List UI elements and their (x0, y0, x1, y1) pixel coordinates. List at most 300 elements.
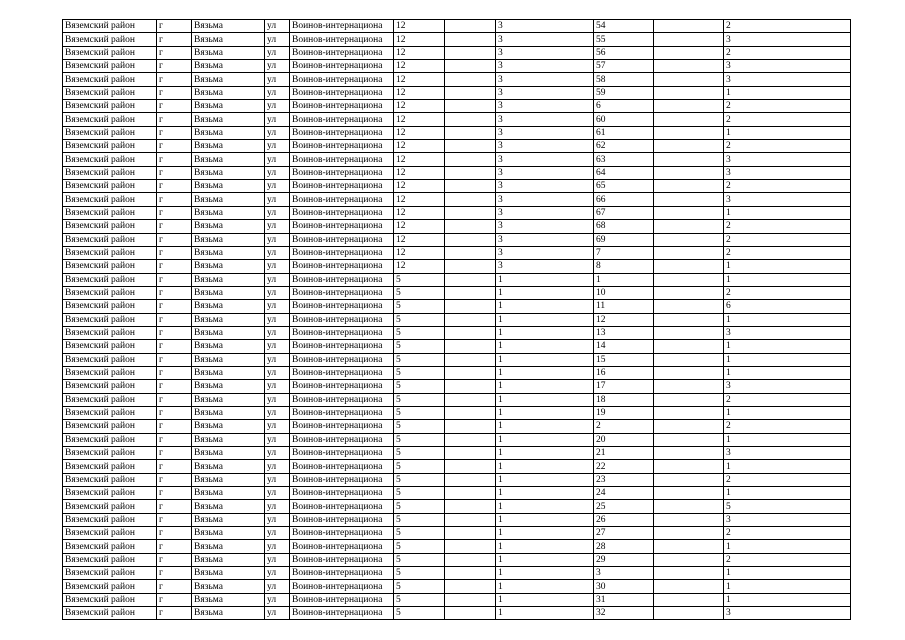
cell-street[interactable]: Воинов-интернациона (290, 406, 394, 419)
cell-rooms[interactable]: 1 (724, 366, 851, 379)
cell-apartment[interactable]: 28 (594, 540, 654, 553)
cell-locality-type[interactable]: г (157, 260, 192, 273)
cell-district[interactable]: Вяземский район (63, 460, 157, 473)
cell-section[interactable]: 1 (496, 460, 594, 473)
cell-building[interactable] (445, 86, 496, 99)
cell-locality[interactable]: Вязьма (192, 206, 265, 219)
cell-locality-type[interactable]: г (157, 380, 192, 393)
cell-district[interactable]: Вяземский район (63, 166, 157, 179)
cell-house[interactable]: 5 (394, 420, 445, 433)
cell-locality[interactable]: Вязьма (192, 460, 265, 473)
cell-locality-type[interactable]: г (157, 513, 192, 526)
cell-locality-type[interactable]: г (157, 447, 192, 460)
cell-locality-type[interactable]: г (157, 473, 192, 486)
cell-district[interactable]: Вяземский район (63, 580, 157, 593)
cell-section[interactable]: 1 (496, 393, 594, 406)
cell-district[interactable]: Вяземский район (63, 487, 157, 500)
cell-rooms[interactable]: 2 (724, 113, 851, 126)
cell-street-type[interactable]: ул (265, 593, 290, 606)
cell-street[interactable]: Воинов-интернациона (290, 246, 394, 259)
cell-section[interactable]: 1 (496, 326, 594, 339)
cell-apartment[interactable]: 13 (594, 326, 654, 339)
cell-locality-type[interactable]: г (157, 326, 192, 339)
cell-street-type[interactable]: ул (265, 487, 290, 500)
cell-section[interactable]: 1 (496, 286, 594, 299)
cell-district[interactable]: Вяземский район (63, 100, 157, 113)
cell-section[interactable]: 1 (496, 273, 594, 286)
cell-district[interactable]: Вяземский район (63, 73, 157, 86)
cell-extra[interactable] (654, 353, 724, 366)
cell-rooms[interactable]: 2 (724, 20, 851, 33)
cell-extra[interactable] (654, 340, 724, 353)
cell-house[interactable]: 12 (394, 60, 445, 73)
cell-house[interactable]: 12 (394, 153, 445, 166)
cell-apartment[interactable]: 60 (594, 113, 654, 126)
cell-street[interactable]: Воинов-интернациона (290, 487, 394, 500)
cell-street[interactable]: Воинов-интернациона (290, 140, 394, 153)
cell-building[interactable] (445, 553, 496, 566)
cell-district[interactable]: Вяземский район (63, 86, 157, 99)
cell-street-type[interactable]: ул (265, 193, 290, 206)
cell-street[interactable]: Воинов-интернациона (290, 206, 394, 219)
cell-extra[interactable] (654, 500, 724, 513)
cell-rooms[interactable]: 1 (724, 580, 851, 593)
cell-locality-type[interactable]: г (157, 220, 192, 233)
cell-street[interactable]: Воинов-интернациона (290, 326, 394, 339)
cell-locality[interactable]: Вязьма (192, 20, 265, 33)
cell-apartment[interactable]: 29 (594, 553, 654, 566)
cell-rooms[interactable]: 2 (724, 527, 851, 540)
cell-street[interactable]: Воинов-интернациона (290, 193, 394, 206)
cell-apartment[interactable]: 27 (594, 527, 654, 540)
cell-locality[interactable]: Вязьма (192, 567, 265, 580)
cell-street-type[interactable]: ул (265, 33, 290, 46)
cell-street-type[interactable]: ул (265, 527, 290, 540)
cell-locality[interactable]: Вязьма (192, 260, 265, 273)
cell-locality-type[interactable]: г (157, 580, 192, 593)
cell-street-type[interactable]: ул (265, 580, 290, 593)
cell-district[interactable]: Вяземский район (63, 366, 157, 379)
cell-section[interactable]: 3 (496, 33, 594, 46)
cell-locality[interactable]: Вязьма (192, 233, 265, 246)
cell-house[interactable]: 12 (394, 86, 445, 99)
cell-building[interactable] (445, 580, 496, 593)
cell-apartment[interactable]: 55 (594, 33, 654, 46)
cell-rooms[interactable]: 3 (724, 193, 851, 206)
cell-section[interactable]: 1 (496, 487, 594, 500)
cell-rooms[interactable]: 2 (724, 100, 851, 113)
cell-house[interactable]: 5 (394, 513, 445, 526)
cell-section[interactable]: 1 (496, 433, 594, 446)
cell-street[interactable]: Воинов-интернациона (290, 60, 394, 73)
cell-apartment[interactable]: 24 (594, 487, 654, 500)
cell-street-type[interactable]: ул (265, 313, 290, 326)
cell-building[interactable] (445, 300, 496, 313)
cell-locality-type[interactable]: г (157, 140, 192, 153)
cell-street[interactable]: Воинов-интернациона (290, 500, 394, 513)
cell-rooms[interactable]: 1 (724, 406, 851, 419)
cell-building[interactable] (445, 487, 496, 500)
cell-section[interactable]: 3 (496, 100, 594, 113)
cell-building[interactable] (445, 73, 496, 86)
cell-house[interactable]: 12 (394, 246, 445, 259)
cell-house[interactable]: 12 (394, 126, 445, 139)
cell-locality-type[interactable]: г (157, 340, 192, 353)
cell-section[interactable]: 3 (496, 260, 594, 273)
cell-building[interactable] (445, 140, 496, 153)
cell-street[interactable]: Воинов-интернациона (290, 513, 394, 526)
cell-apartment[interactable]: 19 (594, 406, 654, 419)
cell-street[interactable]: Воинов-интернациона (290, 567, 394, 580)
cell-section[interactable]: 1 (496, 473, 594, 486)
cell-locality-type[interactable]: г (157, 553, 192, 566)
cell-street-type[interactable]: ул (265, 60, 290, 73)
cell-extra[interactable] (654, 393, 724, 406)
cell-rooms[interactable]: 3 (724, 326, 851, 339)
cell-apartment[interactable]: 61 (594, 126, 654, 139)
cell-extra[interactable] (654, 487, 724, 500)
cell-rooms[interactable]: 3 (724, 153, 851, 166)
cell-locality-type[interactable]: г (157, 420, 192, 433)
cell-locality-type[interactable]: г (157, 353, 192, 366)
cell-street[interactable]: Воинов-интернациона (290, 433, 394, 446)
cell-street-type[interactable]: ул (265, 420, 290, 433)
cell-locality[interactable]: Вязьма (192, 193, 265, 206)
cell-street[interactable]: Воинов-интернациона (290, 473, 394, 486)
cell-house[interactable]: 5 (394, 567, 445, 580)
cell-street-type[interactable]: ул (265, 100, 290, 113)
cell-section[interactable]: 1 (496, 420, 594, 433)
cell-street-type[interactable]: ул (265, 340, 290, 353)
cell-building[interactable] (445, 286, 496, 299)
cell-house[interactable]: 12 (394, 193, 445, 206)
cell-street-type[interactable]: ул (265, 553, 290, 566)
cell-apartment[interactable]: 18 (594, 393, 654, 406)
cell-section[interactable]: 3 (496, 153, 594, 166)
cell-building[interactable] (445, 567, 496, 580)
cell-locality[interactable]: Вязьма (192, 553, 265, 566)
cell-apartment[interactable]: 69 (594, 233, 654, 246)
cell-extra[interactable] (654, 246, 724, 259)
cell-extra[interactable] (654, 140, 724, 153)
cell-street-type[interactable]: ул (265, 380, 290, 393)
cell-apartment[interactable]: 20 (594, 433, 654, 446)
cell-street-type[interactable]: ул (265, 513, 290, 526)
cell-extra[interactable] (654, 113, 724, 126)
cell-street-type[interactable]: ул (265, 460, 290, 473)
cell-locality[interactable]: Вязьма (192, 393, 265, 406)
cell-section[interactable]: 3 (496, 233, 594, 246)
cell-building[interactable] (445, 607, 496, 620)
cell-house[interactable]: 5 (394, 593, 445, 606)
cell-extra[interactable] (654, 380, 724, 393)
cell-locality[interactable]: Вязьма (192, 140, 265, 153)
cell-house[interactable]: 5 (394, 366, 445, 379)
cell-section[interactable]: 1 (496, 607, 594, 620)
cell-apartment[interactable]: 17 (594, 380, 654, 393)
cell-locality-type[interactable]: г (157, 193, 192, 206)
cell-district[interactable]: Вяземский район (63, 206, 157, 219)
cell-apartment[interactable]: 68 (594, 220, 654, 233)
cell-street-type[interactable]: ул (265, 153, 290, 166)
cell-apartment[interactable]: 66 (594, 193, 654, 206)
cell-section[interactable]: 1 (496, 513, 594, 526)
cell-locality-type[interactable]: г (157, 233, 192, 246)
cell-rooms[interactable]: 2 (724, 220, 851, 233)
cell-house[interactable]: 5 (394, 473, 445, 486)
cell-apartment[interactable]: 21 (594, 447, 654, 460)
cell-district[interactable]: Вяземский район (63, 593, 157, 606)
cell-locality-type[interactable]: г (157, 113, 192, 126)
cell-extra[interactable] (654, 273, 724, 286)
cell-section[interactable]: 1 (496, 580, 594, 593)
cell-street-type[interactable]: ул (265, 406, 290, 419)
cell-locality-type[interactable]: г (157, 86, 192, 99)
cell-locality[interactable]: Вязьма (192, 513, 265, 526)
cell-locality[interactable]: Вязьма (192, 33, 265, 46)
cell-building[interactable] (445, 353, 496, 366)
cell-extra[interactable] (654, 527, 724, 540)
cell-building[interactable] (445, 500, 496, 513)
cell-locality-type[interactable]: г (157, 540, 192, 553)
cell-house[interactable]: 5 (394, 353, 445, 366)
cell-locality-type[interactable]: г (157, 393, 192, 406)
cell-extra[interactable] (654, 233, 724, 246)
cell-apartment[interactable]: 58 (594, 73, 654, 86)
cell-building[interactable] (445, 340, 496, 353)
cell-street-type[interactable]: ул (265, 180, 290, 193)
cell-district[interactable]: Вяземский район (63, 300, 157, 313)
cell-rooms[interactable]: 2 (724, 286, 851, 299)
cell-extra[interactable] (654, 313, 724, 326)
cell-street[interactable]: Воинов-интернациона (290, 300, 394, 313)
cell-district[interactable]: Вяземский район (63, 46, 157, 59)
cell-extra[interactable] (654, 260, 724, 273)
cell-section[interactable]: 3 (496, 166, 594, 179)
cell-street-type[interactable]: ул (265, 20, 290, 33)
cell-street[interactable]: Воинов-интернациона (290, 260, 394, 273)
cell-street[interactable]: Воинов-интернациона (290, 166, 394, 179)
cell-section[interactable]: 1 (496, 540, 594, 553)
cell-locality[interactable]: Вязьма (192, 527, 265, 540)
cell-rooms[interactable]: 1 (724, 126, 851, 139)
cell-rooms[interactable]: 1 (724, 540, 851, 553)
cell-street-type[interactable]: ул (265, 86, 290, 99)
cell-apartment[interactable]: 22 (594, 460, 654, 473)
cell-house[interactable]: 12 (394, 166, 445, 179)
cell-house[interactable]: 5 (394, 460, 445, 473)
cell-house[interactable]: 5 (394, 500, 445, 513)
cell-district[interactable]: Вяземский район (63, 393, 157, 406)
cell-district[interactable]: Вяземский район (63, 153, 157, 166)
cell-section[interactable]: 1 (496, 593, 594, 606)
cell-building[interactable] (445, 593, 496, 606)
cell-locality-type[interactable]: г (157, 460, 192, 473)
cell-locality-type[interactable]: г (157, 273, 192, 286)
cell-street[interactable]: Воинов-интернациона (290, 380, 394, 393)
cell-house[interactable]: 12 (394, 260, 445, 273)
cell-locality-type[interactable]: г (157, 433, 192, 446)
cell-district[interactable]: Вяземский район (63, 567, 157, 580)
cell-street[interactable]: Воинов-интернациона (290, 273, 394, 286)
cell-building[interactable] (445, 473, 496, 486)
cell-rooms[interactable]: 1 (724, 353, 851, 366)
cell-rooms[interactable]: 2 (724, 46, 851, 59)
cell-locality[interactable]: Вязьма (192, 126, 265, 139)
cell-district[interactable]: Вяземский район (63, 246, 157, 259)
cell-section[interactable]: 1 (496, 406, 594, 419)
cell-street[interactable]: Воинов-интернациона (290, 313, 394, 326)
cell-locality[interactable]: Вязьма (192, 246, 265, 259)
cell-street[interactable]: Воинов-интернациона (290, 527, 394, 540)
cell-street-type[interactable]: ул (265, 260, 290, 273)
cell-house[interactable]: 12 (394, 73, 445, 86)
cell-apartment[interactable]: 32 (594, 607, 654, 620)
cell-locality[interactable]: Вязьма (192, 313, 265, 326)
cell-rooms[interactable]: 1 (724, 86, 851, 99)
cell-street[interactable]: Воинов-интернациона (290, 33, 394, 46)
cell-rooms[interactable]: 3 (724, 607, 851, 620)
cell-section[interactable]: 3 (496, 20, 594, 33)
cell-extra[interactable] (654, 126, 724, 139)
cell-locality-type[interactable]: г (157, 500, 192, 513)
cell-street-type[interactable]: ул (265, 73, 290, 86)
cell-locality-type[interactable]: г (157, 527, 192, 540)
cell-building[interactable] (445, 166, 496, 179)
cell-apartment[interactable]: 67 (594, 206, 654, 219)
cell-house[interactable]: 5 (394, 393, 445, 406)
cell-building[interactable] (445, 326, 496, 339)
cell-district[interactable]: Вяземский район (63, 433, 157, 446)
cell-locality[interactable]: Вязьма (192, 607, 265, 620)
cell-locality-type[interactable]: г (157, 180, 192, 193)
cell-building[interactable] (445, 540, 496, 553)
cell-building[interactable] (445, 380, 496, 393)
cell-district[interactable]: Вяземский район (63, 126, 157, 139)
cell-rooms[interactable]: 3 (724, 33, 851, 46)
cell-district[interactable]: Вяземский район (63, 193, 157, 206)
cell-locality[interactable]: Вязьма (192, 153, 265, 166)
cell-rooms[interactable]: 2 (724, 140, 851, 153)
cell-extra[interactable] (654, 593, 724, 606)
cell-street-type[interactable]: ул (265, 286, 290, 299)
cell-street-type[interactable]: ул (265, 473, 290, 486)
cell-extra[interactable] (654, 366, 724, 379)
cell-building[interactable] (445, 433, 496, 446)
cell-extra[interactable] (654, 607, 724, 620)
cell-extra[interactable] (654, 513, 724, 526)
cell-rooms[interactable]: 1 (724, 593, 851, 606)
cell-building[interactable] (445, 246, 496, 259)
cell-house[interactable]: 12 (394, 220, 445, 233)
cell-locality-type[interactable]: г (157, 300, 192, 313)
cell-street-type[interactable]: ул (265, 393, 290, 406)
cell-locality-type[interactable]: г (157, 153, 192, 166)
cell-rooms[interactable]: 1 (724, 206, 851, 219)
cell-street-type[interactable]: ул (265, 353, 290, 366)
cell-rooms[interactable]: 1 (724, 260, 851, 273)
cell-street[interactable]: Воинов-интернациона (290, 46, 394, 59)
cell-house[interactable]: 12 (394, 20, 445, 33)
cell-locality[interactable]: Вязьма (192, 420, 265, 433)
cell-house[interactable]: 12 (394, 233, 445, 246)
cell-extra[interactable] (654, 86, 724, 99)
cell-locality-type[interactable]: г (157, 607, 192, 620)
cell-section[interactable]: 3 (496, 180, 594, 193)
cell-extra[interactable] (654, 300, 724, 313)
cell-rooms[interactable]: 1 (724, 487, 851, 500)
cell-section[interactable]: 1 (496, 366, 594, 379)
cell-street-type[interactable]: ул (265, 233, 290, 246)
cell-locality[interactable]: Вязьма (192, 487, 265, 500)
cell-house[interactable]: 5 (394, 273, 445, 286)
cell-apartment[interactable]: 15 (594, 353, 654, 366)
cell-house[interactable]: 5 (394, 380, 445, 393)
cell-extra[interactable] (654, 433, 724, 446)
cell-district[interactable]: Вяземский район (63, 340, 157, 353)
cell-district[interactable]: Вяземский район (63, 220, 157, 233)
cell-street[interactable]: Воинов-интернациона (290, 340, 394, 353)
cell-apartment[interactable]: 30 (594, 580, 654, 593)
cell-rooms[interactable]: 1 (724, 340, 851, 353)
cell-extra[interactable] (654, 100, 724, 113)
cell-street[interactable]: Воинов-интернациона (290, 20, 394, 33)
cell-apartment[interactable]: 7 (594, 246, 654, 259)
cell-section[interactable]: 3 (496, 193, 594, 206)
cell-street[interactable]: Воинов-интернациона (290, 366, 394, 379)
cell-locality[interactable]: Вязьма (192, 447, 265, 460)
cell-building[interactable] (445, 206, 496, 219)
cell-apartment[interactable]: 3 (594, 567, 654, 580)
cell-section[interactable]: 1 (496, 500, 594, 513)
cell-rooms[interactable]: 2 (724, 420, 851, 433)
cell-rooms[interactable]: 1 (724, 273, 851, 286)
cell-extra[interactable] (654, 580, 724, 593)
cell-street-type[interactable]: ул (265, 140, 290, 153)
cell-rooms[interactable]: 2 (724, 393, 851, 406)
cell-locality[interactable]: Вязьма (192, 73, 265, 86)
cell-locality[interactable]: Вязьма (192, 46, 265, 59)
cell-locality[interactable]: Вязьма (192, 180, 265, 193)
cell-extra[interactable] (654, 286, 724, 299)
cell-district[interactable]: Вяземский район (63, 286, 157, 299)
cell-street[interactable]: Воинов-интернациона (290, 220, 394, 233)
cell-extra[interactable] (654, 206, 724, 219)
cell-extra[interactable] (654, 473, 724, 486)
cell-locality[interactable]: Вязьма (192, 593, 265, 606)
cell-rooms[interactable]: 3 (724, 60, 851, 73)
cell-locality-type[interactable]: г (157, 286, 192, 299)
cell-street-type[interactable]: ул (265, 500, 290, 513)
cell-locality-type[interactable]: г (157, 366, 192, 379)
cell-rooms[interactable]: 5 (724, 500, 851, 513)
cell-extra[interactable] (654, 193, 724, 206)
cell-district[interactable]: Вяземский район (63, 500, 157, 513)
cell-locality[interactable]: Вязьма (192, 273, 265, 286)
cell-house[interactable]: 5 (394, 340, 445, 353)
cell-street[interactable]: Воинов-интернациона (290, 460, 394, 473)
cell-rooms[interactable]: 2 (724, 473, 851, 486)
cell-extra[interactable] (654, 153, 724, 166)
cell-section[interactable]: 1 (496, 567, 594, 580)
cell-district[interactable]: Вяземский район (63, 607, 157, 620)
cell-extra[interactable] (654, 166, 724, 179)
cell-house[interactable]: 5 (394, 607, 445, 620)
cell-section[interactable]: 3 (496, 140, 594, 153)
cell-rooms[interactable]: 3 (724, 380, 851, 393)
cell-rooms[interactable]: 2 (724, 553, 851, 566)
cell-building[interactable] (445, 273, 496, 286)
